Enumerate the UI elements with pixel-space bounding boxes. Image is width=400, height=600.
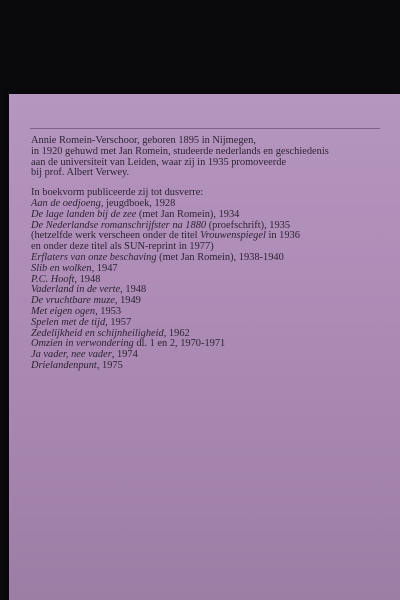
work-title: Ja vader, nee vader: [31, 349, 112, 361]
work-title: P.C. Hooft: [31, 273, 75, 285]
work-title: De lage landen bij de zee: [31, 208, 137, 220]
work-detail: in 1936: [265, 230, 300, 242]
work-detail: , 1947: [91, 262, 118, 274]
work-title: Vaderland in de verte: [31, 284, 121, 296]
work-title: Erflaters van onze beschaving: [31, 251, 157, 263]
works-intro: In boekvorm publiceerde zij tot dusverre:: [31, 187, 204, 199]
bio-line: in 1920 gehuwd met Jan Romein, studeerde nederlands en geschiedenis: [31, 145, 329, 157]
work-detail: , 1974: [111, 349, 138, 361]
work-title: Drielandenpunt: [31, 359, 97, 371]
top-rule: [30, 128, 380, 129]
work-title: Zedelijkheid en schijnheiligheid: [31, 327, 164, 339]
work-detail: , 1948: [74, 273, 101, 285]
bio-line: Annie Romein-Verschoor, geboren 1895 in Nijmegen,: [31, 135, 256, 146]
work-detail: , 1949: [114, 295, 141, 307]
work-detail: , jeugdboek, 1928: [100, 197, 176, 209]
work-title: De Nederlandse romanschrijfster na 1880: [31, 219, 207, 231]
work-title: Aan de oedjoeng: [31, 197, 101, 209]
bio-line: bij prof. Albert Verwey.: [31, 167, 130, 179]
work-detail: en onder deze titel als SUN-reprint in 1977): [31, 241, 214, 253]
work-detail: , 1948: [120, 284, 147, 296]
work-detail: , 1962: [163, 327, 190, 339]
work-title: Slib en wolken: [31, 262, 92, 274]
bio-line: aan de universiteit van Leiden, waar zij in 1935 promoveerde: [31, 156, 287, 168]
cover-text: [31, 136, 391, 372]
work-detail: dl. 1 en 2, 1970-1971: [133, 338, 226, 350]
work-title: De vruchtbare muze: [31, 295, 115, 307]
work-detail: , 1953: [95, 305, 122, 317]
work-title: Spelen met de tijd: [31, 316, 106, 328]
work-detail: , 1975: [96, 359, 123, 371]
work-detail: , 1957: [105, 316, 132, 328]
works-list: [31, 199, 391, 372]
work-detail: (met Jan Romein), 1934: [136, 208, 240, 220]
work-title: Vrouwenspiegel: [200, 230, 266, 242]
work-detail: (proefschrift), 1935: [206, 219, 291, 231]
work-detail: (hetzelfde werk verscheen onder de titel: [31, 230, 201, 242]
work-item: [31, 361, 391, 372]
work-title: Omzien in verwondering: [31, 338, 134, 350]
work-title: Met eigen ogen: [31, 305, 96, 317]
work-detail: (met Jan Romein), 1938-1940: [156, 251, 284, 263]
